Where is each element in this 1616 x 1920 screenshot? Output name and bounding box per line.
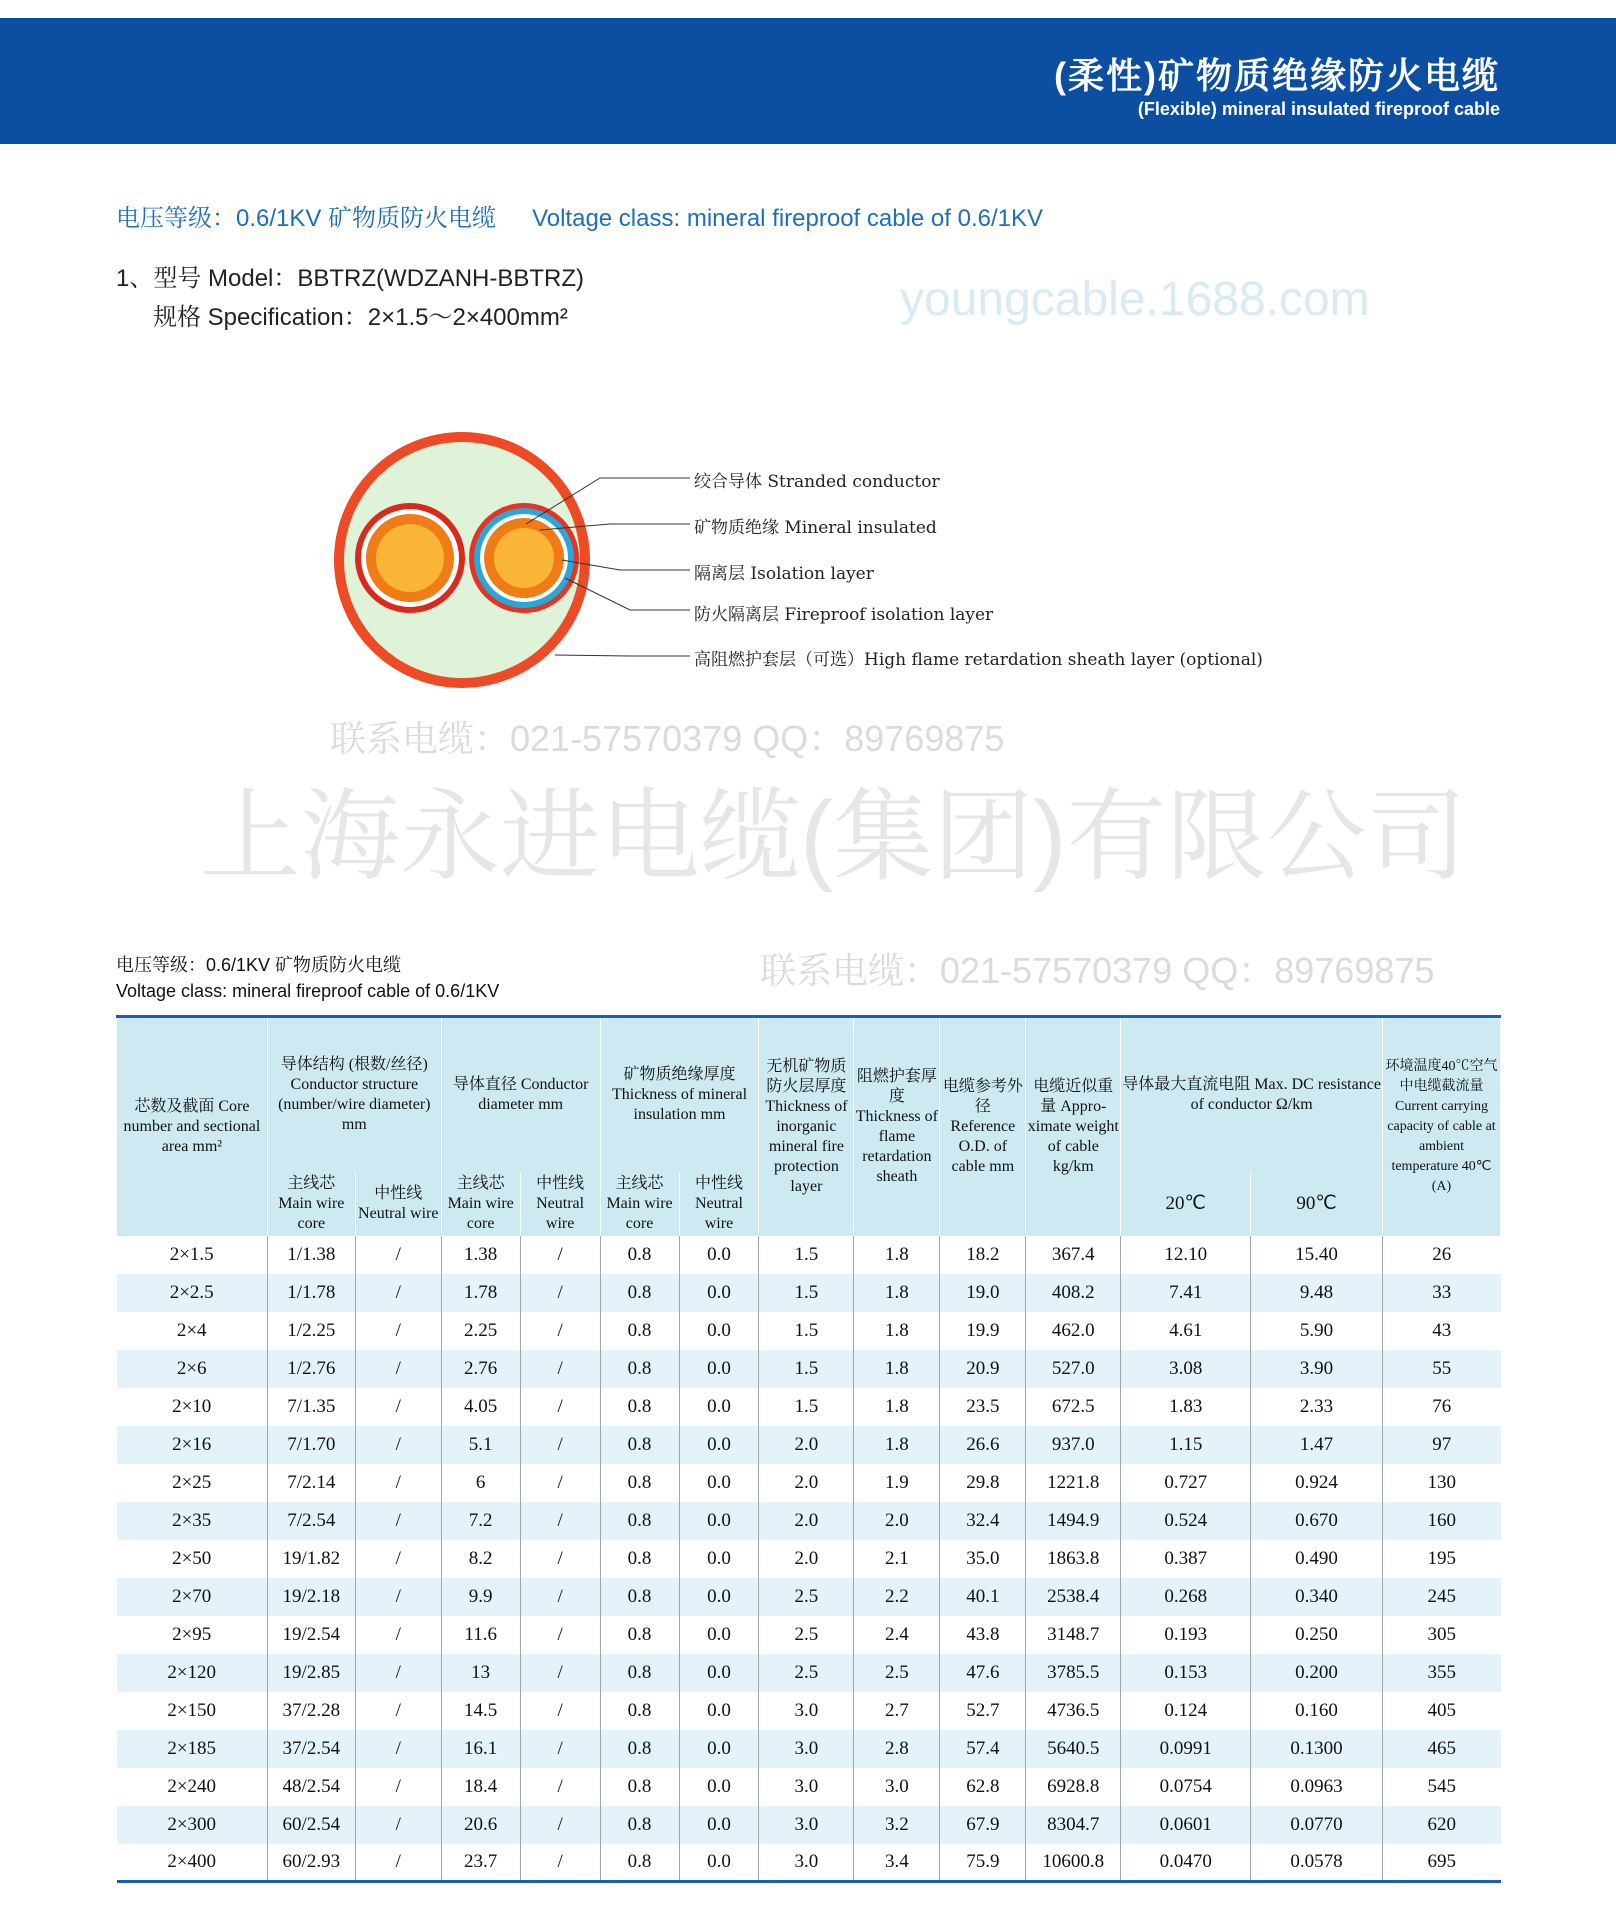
table-cell: 0.0	[679, 1730, 759, 1768]
table-cell: 0.0	[679, 1350, 759, 1388]
table-cell: 462.0	[1026, 1312, 1121, 1350]
table-cell: 2.5	[759, 1616, 854, 1654]
table-cell: 0.8	[600, 1578, 679, 1616]
table-row	[117, 1350, 1501, 1388]
table-row	[117, 1236, 1501, 1274]
table-cell: 9.9	[441, 1578, 520, 1616]
table-cell: 33	[1382, 1274, 1500, 1312]
table-cell: 55	[1382, 1350, 1500, 1388]
table-cell: 47.6	[940, 1654, 1026, 1692]
banner-title-en: (Flexible) mineral insulated fireproof cable	[1137, 99, 1500, 119]
table-cell: 9.48	[1251, 1274, 1383, 1312]
table-cell: 97	[1382, 1426, 1500, 1464]
watermark-site: youngcable.1688.com	[900, 273, 1370, 326]
table-cell: 3.0	[759, 1730, 854, 1768]
table-cell: 0.8	[600, 1274, 679, 1312]
table-cell: 0.8	[600, 1426, 679, 1464]
table-cell: 18.2	[940, 1236, 1026, 1274]
table-row	[117, 1692, 1501, 1730]
table-cell: 14.5	[441, 1692, 520, 1730]
table-cell: 1.8	[854, 1312, 940, 1350]
table-cell: /	[520, 1464, 600, 1502]
table-cell: 3.0	[759, 1844, 854, 1882]
table-cell: 1/1.38	[267, 1236, 355, 1274]
table-cell: /	[520, 1388, 600, 1426]
voltage-cn: 电压等级：0.6/1KV 矿物质防火电缆	[116, 205, 497, 232]
table-cell: 0.8	[600, 1350, 679, 1388]
table-cell: 60/2.54	[267, 1806, 355, 1844]
table-caption	[116, 952, 499, 1004]
table-cell: 367.4	[1026, 1236, 1121, 1274]
table-cell: /	[520, 1540, 600, 1578]
table-cell: 3.2	[854, 1806, 940, 1844]
table-row	[117, 1540, 1501, 1578]
table-cell: 2×150	[167, 1699, 217, 1721]
header-fire-layer: 无机矿物质防火层厚度 Thickness of inorganic mineral fire protection layer	[759, 1017, 854, 1236]
table-cell: 43.8	[940, 1616, 1026, 1654]
header-neutral: 中性线 Neutral wire	[520, 1172, 600, 1236]
table-cell: /	[520, 1236, 600, 1274]
table-cell: 0.8	[600, 1844, 679, 1882]
table-cell: /	[355, 1426, 441, 1464]
table-cell: 0.124	[1121, 1692, 1251, 1730]
header-diameter: 导体直径 Conductor diameter mm	[441, 1017, 600, 1172]
table-cell: /	[355, 1540, 441, 1578]
table-cell: 2.8	[854, 1730, 940, 1768]
table-cell: 2×6	[117, 1350, 268, 1388]
table-cell: 26	[1382, 1236, 1500, 1274]
header-90c: 90℃	[1251, 1172, 1383, 1236]
label-fireproof-isolation: 防火隔离层 Fireproof isolation layer	[694, 605, 994, 625]
table-row	[117, 1426, 1501, 1464]
table-cell: /	[520, 1578, 600, 1616]
watermark-contact: 联系电缆：021-57570379 QQ：89769875	[330, 718, 1005, 759]
table-cell: /	[520, 1768, 600, 1806]
table-cell: 6928.8	[1026, 1768, 1121, 1806]
header-20c: 20℃	[1121, 1172, 1251, 1236]
table-cell: 0.727	[1121, 1464, 1251, 1502]
table-cell: 2.4	[854, 1616, 940, 1654]
table-cell: 2×70	[117, 1578, 268, 1616]
table-cell: 465	[1382, 1730, 1500, 1768]
table-cell: 5.90	[1251, 1312, 1383, 1350]
table-row	[117, 1464, 1501, 1502]
table-cell: 1.83	[1121, 1388, 1251, 1426]
table-cell: 11.6	[441, 1616, 520, 1654]
table-cell: 2×240	[167, 1775, 217, 1797]
table-cell: 0.8	[600, 1692, 679, 1730]
table-cell: 2.2	[854, 1578, 940, 1616]
table-cell: /	[355, 1502, 441, 1540]
table-row	[117, 1844, 1501, 1882]
table-cell: 3785.5	[1026, 1654, 1121, 1692]
table-cell: 2×16	[117, 1426, 268, 1464]
table-row	[117, 1312, 1501, 1350]
table-cell: 4.05	[441, 1388, 520, 1426]
table-cell: 52.7	[940, 1692, 1026, 1730]
table-cell: 19.9	[940, 1312, 1026, 1350]
table-cell: 1.8	[854, 1274, 940, 1312]
table-cell: 26.6	[940, 1426, 1026, 1464]
table-cell: 7.2	[441, 1502, 520, 1540]
table-cell: /	[520, 1312, 600, 1350]
table-cell: 0.0	[679, 1768, 759, 1806]
table-cell: /	[355, 1388, 441, 1426]
table-cell: 2538.4	[1026, 1578, 1121, 1616]
table-cell: 0.268	[1121, 1578, 1251, 1616]
table-cell: /	[355, 1350, 441, 1388]
table-cell: 0.0	[679, 1540, 759, 1578]
watermark-contact-2: 联系电缆：021-57570379 QQ：89769875	[760, 950, 1435, 991]
specification: 规格 Specification：2×1.5～2×400mm²	[153, 304, 568, 331]
table-cell: 0.490	[1251, 1540, 1383, 1578]
table-cell: 355	[1382, 1654, 1500, 1692]
table-cell: 2×95	[172, 1623, 212, 1645]
table-cell: 2×1.5	[169, 1243, 214, 1265]
table-cell: 0.8	[600, 1236, 679, 1274]
table-cell: 1.5	[759, 1274, 854, 1312]
table-cell: 75.9	[940, 1844, 1026, 1882]
table-cell: 405	[1382, 1692, 1500, 1730]
table-row	[117, 1806, 1501, 1844]
table-cell: 2×2.5	[117, 1274, 268, 1312]
header-main: 主线芯 Main wire core	[600, 1172, 679, 1236]
table-cell: 18.4	[441, 1768, 520, 1806]
right-core	[469, 503, 579, 613]
table-cell: 3.0	[854, 1768, 940, 1806]
table-cell: 35.0	[940, 1540, 1026, 1578]
table-cell: 1.78	[441, 1274, 520, 1312]
table-cell: 0.0	[679, 1502, 759, 1540]
table-row	[117, 1502, 1501, 1540]
table-cell: 1.47	[1251, 1426, 1383, 1464]
table-cell: 2.25	[441, 1312, 520, 1350]
table-cell: 7/2.54	[267, 1502, 355, 1540]
table-cell: 0.0601	[1121, 1806, 1251, 1844]
table-cell: 0.8	[600, 1540, 679, 1578]
table-cell: 20.6	[441, 1806, 520, 1844]
table-cell: /	[355, 1464, 441, 1502]
voltage-class	[116, 198, 1079, 233]
table-caption-en: Voltage class: mineral fireproof cable of 0.6/1KV	[116, 981, 500, 1001]
table-cell: 2×185	[117, 1730, 268, 1768]
table-cell: 8.2	[441, 1540, 520, 1578]
table-cell: /	[355, 1806, 441, 1844]
table-cell: 1.38	[441, 1236, 520, 1274]
header-core: 芯数及截面 Core number and sectional area mm²	[117, 1017, 268, 1236]
label-isolation-layer: 隔离层 Isolation layer	[694, 564, 874, 584]
table-cell: 10600.8	[1026, 1844, 1121, 1882]
table-cell: 2.7	[854, 1692, 940, 1730]
table-cell: /	[520, 1806, 600, 1844]
table-cell: 7/1.70	[267, 1426, 355, 1464]
table-cell: /	[355, 1578, 441, 1616]
table-cell: 0.0578	[1251, 1844, 1383, 1882]
table-cell: 3.08	[1121, 1350, 1251, 1388]
table-cell: 130	[1382, 1464, 1500, 1502]
table-cell: /	[355, 1730, 441, 1768]
table-cell: 2.0	[759, 1540, 854, 1578]
table-cell: 1/1.78	[267, 1274, 355, 1312]
table-cell: 0.8	[600, 1730, 679, 1768]
table-cell: 48/2.54	[267, 1768, 355, 1806]
header-sheath: 阻燃护套厚度 Thickness of flame retardation sheath	[854, 1017, 940, 1236]
table-cell: /	[520, 1274, 600, 1312]
table-cell: 5.1	[441, 1426, 520, 1464]
table-cell: 0.0	[679, 1426, 759, 1464]
table-cell: 2×10	[172, 1395, 212, 1417]
table-cell: /	[355, 1654, 441, 1692]
table-cell: 408.2	[1026, 1274, 1121, 1312]
watermark-company: 上海永进电缆(集团)有限公司	[200, 781, 1467, 893]
table-cell: 1/2.25	[267, 1312, 355, 1350]
table-cell: /	[520, 1692, 600, 1730]
table-cell: 0.8	[600, 1806, 679, 1844]
table-cell: 0.8	[600, 1312, 679, 1350]
table-cell: /	[355, 1692, 441, 1730]
table-cell: 2.5	[759, 1654, 854, 1692]
top-strip	[0, 0, 1616, 18]
table-cell: 0.0	[679, 1654, 759, 1692]
table-cell: 2×4	[176, 1319, 207, 1341]
table-cell: 0.0	[679, 1274, 759, 1312]
table-cell: 0.387	[1121, 1540, 1251, 1578]
table-cell: 32.4	[940, 1502, 1026, 1540]
label-stranded-conductor: 绞合导体 Stranded conductor	[694, 472, 940, 492]
header-od: 电缆参考外径 Reference O.D. of cable mm	[940, 1017, 1026, 1236]
table-cell: /	[520, 1616, 600, 1654]
table-cell: 620	[1382, 1806, 1500, 1844]
header-structure: 导体结构 (根数/丝径) Conductor structure (number/wire diameter) mm	[267, 1017, 441, 1172]
table-cell: 7/1.35	[267, 1388, 355, 1426]
table-cell: 19/1.82	[267, 1540, 355, 1578]
table-cell: 12.10	[1121, 1236, 1251, 1274]
table-cell: 2.0	[759, 1426, 854, 1464]
table-cell: 0.0	[679, 1312, 759, 1350]
table-cell: 2.0	[759, 1502, 854, 1540]
table-cell: 1.15	[1121, 1426, 1251, 1464]
table-cell: 13	[441, 1654, 520, 1692]
header-main: 主线芯 Main wire core	[267, 1172, 355, 1236]
table-cell: 76	[1382, 1388, 1500, 1426]
table-cell: 0.524	[1121, 1502, 1251, 1540]
header-resistance: 导体最大直流电阻 Max. DC resistance of conductor Ω/km	[1121, 1017, 1383, 1172]
table-cell: 672.5	[1026, 1388, 1121, 1426]
table-cell: 1221.8	[1026, 1464, 1121, 1502]
table-cell: 0.1300	[1251, 1730, 1383, 1768]
model: 1、型号 Model：BBTRZ(WDZANH-BBTRZ)	[116, 265, 585, 292]
table-cell: 1.8	[854, 1236, 940, 1274]
table-cell: 62.8	[940, 1768, 1026, 1806]
table-cell: 7.41	[1121, 1274, 1251, 1312]
table-cell: 0.924	[1251, 1464, 1383, 1502]
table-row	[117, 1274, 1501, 1312]
table-cell: 1.9	[854, 1464, 940, 1502]
table-caption-cn: 电压等级：0.6/1KV 矿物质防火电缆	[116, 955, 402, 975]
table-cell: 1.8	[854, 1426, 940, 1464]
table-cell: 1.5	[759, 1350, 854, 1388]
table-cell: 305	[1382, 1616, 1500, 1654]
table-cell: 0.340	[1251, 1578, 1383, 1616]
table-cell: 4736.5	[1026, 1692, 1121, 1730]
table-cell: 160	[1382, 1502, 1500, 1540]
table-cell: 195	[1382, 1540, 1500, 1578]
table-cell: /	[355, 1274, 441, 1312]
table-cell: 0.0	[679, 1464, 759, 1502]
table-cell: 57.4	[940, 1730, 1026, 1768]
table-cell: 0.0	[679, 1844, 759, 1882]
table-cell: 2.1	[854, 1540, 940, 1578]
table-cell: 5640.5	[1026, 1730, 1121, 1768]
table-cell: /	[355, 1312, 441, 1350]
table-cell: 1.5	[759, 1236, 854, 1274]
table-cell: 8304.7	[1026, 1806, 1121, 1844]
table-cell: 6	[441, 1464, 520, 1502]
table-cell: 0.0754	[1121, 1768, 1251, 1806]
spec-table	[116, 1015, 1501, 1883]
table-cell: 2.33	[1251, 1388, 1383, 1426]
table-cell: 0.8	[600, 1654, 679, 1692]
table-cell: /	[520, 1730, 600, 1768]
table-cell: 43	[1382, 1312, 1500, 1350]
table-cell: 15.40	[1251, 1236, 1383, 1274]
table-cell: 2.0	[759, 1464, 854, 1502]
banner-title-cn: (柔性)矿物质绝缘防火电缆	[1054, 55, 1500, 96]
table-cell: 1.5	[759, 1312, 854, 1350]
table-cell: 2×50	[172, 1547, 212, 1569]
table-cell: 60/2.93	[267, 1844, 355, 1882]
table-cell: 2.5	[759, 1578, 854, 1616]
table-cell: 23.7	[441, 1844, 520, 1882]
table-row	[117, 1578, 1501, 1616]
voltage-en: Voltage class: mineral fireproof cable of 0.6/1KV	[532, 205, 1044, 232]
left-core	[355, 503, 465, 613]
table-cell: 19.0	[940, 1274, 1026, 1312]
table-cell: 0.153	[1121, 1654, 1251, 1692]
table-cell: 545	[1382, 1768, 1500, 1806]
table-cell: /	[520, 1350, 600, 1388]
table-cell: 19/2.18	[267, 1578, 355, 1616]
table-cell: 2.5	[854, 1654, 940, 1692]
table-cell: 3.90	[1251, 1350, 1383, 1388]
header-main: 主线芯 Main wire core	[441, 1172, 520, 1236]
table-cell: 0.0470	[1121, 1844, 1251, 1882]
header-neutral: 中性线 Neutral wire	[679, 1172, 759, 1236]
table-cell: 1494.9	[1026, 1502, 1121, 1540]
table-cell: 2×400	[167, 1850, 217, 1872]
table-cell: 19/2.54	[267, 1616, 355, 1654]
table-cell: 67.9	[940, 1806, 1026, 1844]
table-row	[117, 1654, 1501, 1692]
table-cell: 3.0	[759, 1692, 854, 1730]
table-cell: 2×300	[117, 1806, 268, 1844]
table-cell: 0.0	[679, 1388, 759, 1426]
table-cell: 3.0	[759, 1768, 854, 1806]
table-cell: /	[520, 1844, 600, 1882]
table-cell: 245	[1382, 1578, 1500, 1616]
table-cell: 1.8	[854, 1350, 940, 1388]
table-cell: 20.9	[940, 1350, 1026, 1388]
table-cell: /	[355, 1236, 441, 1274]
table-row	[117, 1616, 1501, 1654]
table-cell: 0.0	[679, 1806, 759, 1844]
table-cell: 2.76	[441, 1350, 520, 1388]
table-cell: 2×25	[172, 1471, 212, 1493]
table-cell: 3.0	[759, 1806, 854, 1844]
table-cell: 23.5	[940, 1388, 1026, 1426]
header-neutral: 中性线 Neutral wire	[355, 1172, 441, 1236]
table-cell: 37/2.28	[267, 1692, 355, 1730]
table-cell: 2×35	[117, 1502, 268, 1540]
table-cell: 0.0770	[1251, 1806, 1383, 1844]
table-cell: 0.0	[679, 1236, 759, 1274]
table-cell: 1.8	[854, 1388, 940, 1426]
table-cell: 0.0	[679, 1692, 759, 1730]
table-cell: 2.0	[854, 1502, 940, 1540]
table-cell: 0.8	[600, 1502, 679, 1540]
table-cell: /	[520, 1426, 600, 1464]
label-sheath: 高阻燃护套层（可选）High flame retardation sheath layer (optional)	[694, 650, 1263, 670]
table-cell: 1.5	[759, 1388, 854, 1426]
table-cell: 37/2.54	[267, 1730, 355, 1768]
table-cell: 0.8	[600, 1616, 679, 1654]
table-row	[117, 1730, 1501, 1768]
header-current: 环境温度40℃空气中电缆截流量 Current carrying capacity of cable at ambient temperature 40℃ (A)	[1382, 1017, 1500, 1236]
table-cell: /	[520, 1654, 600, 1692]
table-cell: 0.193	[1121, 1616, 1251, 1654]
table-cell: 0.0	[679, 1616, 759, 1654]
table-cell: 19/2.85	[267, 1654, 355, 1692]
table-cell: /	[355, 1616, 441, 1654]
table-cell: 0.160	[1251, 1692, 1383, 1730]
table-cell: 0.8	[600, 1768, 679, 1806]
table-cell: /	[355, 1768, 441, 1806]
table-cell: 3148.7	[1026, 1616, 1121, 1654]
table-cell: 29.8	[940, 1464, 1026, 1502]
label-mineral-insulated: 矿物质绝缘 Mineral insulated	[694, 518, 937, 538]
table-cell: 1863.8	[1026, 1540, 1121, 1578]
table-cell: 2×120	[117, 1654, 268, 1692]
table-cell: 0.8	[600, 1388, 679, 1426]
table-cell: 527.0	[1026, 1350, 1121, 1388]
header-insulation: 矿物质绝缘厚度 Thickness of mineral insulation mm	[600, 1017, 759, 1172]
table-cell: 0.250	[1251, 1616, 1383, 1654]
table-cell: 0.0991	[1121, 1730, 1251, 1768]
table-cell: 937.0	[1026, 1426, 1121, 1464]
table-cell: 0.200	[1251, 1654, 1383, 1692]
header-banner	[0, 18, 1616, 144]
table-cell: 7/2.14	[267, 1464, 355, 1502]
table-cell: 16.1	[441, 1730, 520, 1768]
header-weight: 电缆近似重量 Appro-ximate weight of cable kg/km	[1026, 1017, 1121, 1236]
table-cell: 695	[1382, 1844, 1500, 1882]
table-cell: /	[355, 1844, 441, 1882]
table-cell: 0.0	[679, 1578, 759, 1616]
table-cell: 40.1	[940, 1578, 1026, 1616]
table-cell: 1/2.76	[267, 1350, 355, 1388]
table-cell: 0.670	[1251, 1502, 1383, 1540]
table-row	[117, 1388, 1501, 1426]
table-cell: 3.4	[854, 1844, 940, 1882]
table-cell: 0.0963	[1251, 1768, 1383, 1806]
table-row	[117, 1768, 1501, 1806]
table-cell: 4.61	[1121, 1312, 1251, 1350]
table-cell: 0.8	[600, 1464, 679, 1502]
table-cell: /	[520, 1502, 600, 1540]
